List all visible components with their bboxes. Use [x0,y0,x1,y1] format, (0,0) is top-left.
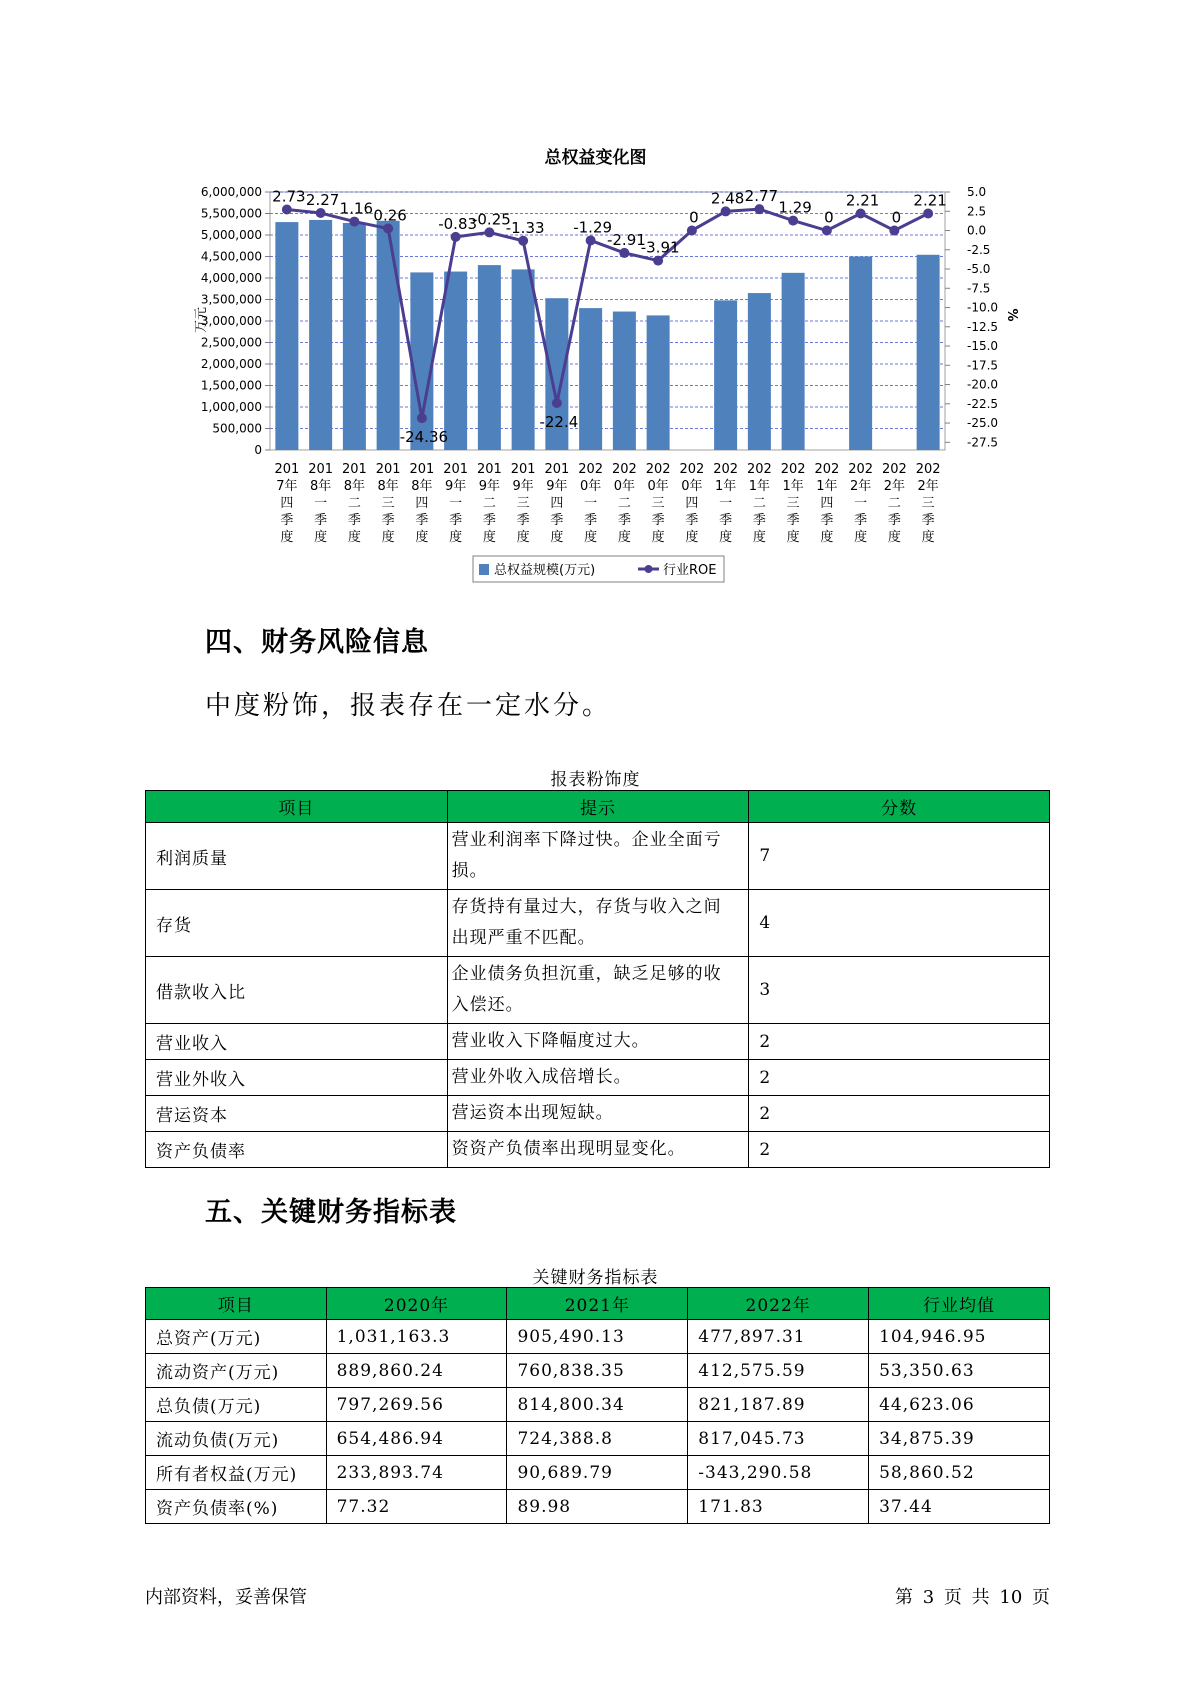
value-cell: 814,800.34 [507,1388,688,1422]
roe-data-label: 0 [891,208,902,227]
table-row [146,1096,1050,1132]
table-header-row [146,791,1050,823]
bar [849,257,872,451]
y-left-tick-label: 500,000 [212,421,262,436]
y-left-tick-label: 3,000,000 [200,314,262,328]
bar [714,300,737,450]
item-cell: 借款收入比 [146,957,448,1024]
roe-data-label: -0.83 [438,214,478,233]
roe-data-label: 2.21 [845,191,880,210]
value-cell: 90,689.79 [507,1456,688,1490]
y-right-tick-label: 2.5 [967,204,987,219]
roe-data-label: 2.48 [710,189,745,208]
roe-data-label: 2.21 [913,191,947,210]
table-row [146,1354,1050,1388]
roe-data-label: -0.25 [471,210,511,229]
y-left-tick-label: 5,000,000 [200,228,262,242]
roe-point [889,226,899,236]
table-row [146,1490,1050,1524]
header-cell: 分数 [749,791,1050,823]
y-right-tick-label: 5.0 [967,185,987,199]
x-tick-label: 202 2年一季度 [848,462,874,545]
header-cell: 2022年 [688,1288,869,1320]
risk-table-caption: 报表粉饰度 [550,770,641,790]
bar [410,272,433,450]
roe-data-label: 0 [689,208,699,227]
roe-point [586,235,596,245]
header-cell: 行业均值 [869,1288,1050,1320]
y-left-tick-label: 2,000,000 [200,357,262,371]
y-right-tick-label: -12.5 [967,319,999,334]
header-cell: 项目 [146,1288,327,1320]
x-tick-label: 202 2年二季度 [881,462,907,545]
y-right-tick-label: -22.5 [967,396,999,411]
item-cell: 资产负债率(%) [146,1490,327,1524]
x-tick-label: 201 7年四季度 [274,462,300,545]
tip-cell: 营运资本出现短缺。 [447,1096,749,1132]
x-tick-label: 202 0年三季度 [645,462,671,545]
y-left-tick-label: 1,500,000 [200,378,262,393]
y-right-tick-label: -20.0 [967,377,999,392]
bar [647,315,670,450]
item-cell: 存货 [146,890,448,957]
value-cell: 817,045.73 [688,1422,869,1456]
value-cell: 889,860.24 [326,1354,507,1388]
item-cell: 利润质量 [146,823,448,890]
value-cell: 89.98 [507,1490,688,1524]
y-right-axis-title: % [1004,308,1019,322]
value-cell: 37.44 [869,1490,1050,1524]
bar [579,308,602,450]
kpi-table [145,1287,1050,1524]
roe-point [451,232,461,242]
bar [309,220,332,450]
roe-point [349,217,359,227]
x-tick-label: 202 1年二季度 [746,462,772,545]
risk-summary: 中度粉饰，报表存在一定水分。 [205,691,612,721]
header-cell: 2020年 [326,1288,507,1320]
table-row [146,957,1050,1024]
bar [512,269,535,450]
y-left-tick-label: 6,000,000 [200,185,262,199]
value-cell: 724,388.8 [507,1422,688,1456]
value-cell: 233,893.74 [326,1456,507,1490]
x-tick-label: 202 0年二季度 [611,462,637,545]
roe-point [754,204,764,214]
roe-point [383,224,393,234]
value-cell: 77.32 [326,1490,507,1524]
table-row [146,1060,1050,1096]
chart-title: 总权益变化图 [544,148,647,168]
score-cell: 7 [749,823,1050,890]
score-cell: 2 [749,1132,1050,1168]
legend-label: 总权益规模(万元) [494,563,596,578]
roe-point [923,208,933,218]
value-cell: 760,838.35 [507,1354,688,1388]
tip-cell: 企业债务负担沉重，缺乏足够的收入偿还。 [447,957,749,1024]
item-cell: 营业外收入 [146,1060,448,1096]
x-tick-label: 201 8年四季度 [409,462,435,545]
item-cell: 营运资本 [146,1096,448,1132]
tip-cell: 存货持有量过大，存货与收入之间出现严重不匹配。 [447,890,749,957]
roe-point [856,208,866,218]
roe-point [417,413,427,423]
roe-point [653,256,663,266]
y-right-tick-label: 0.0 [967,223,987,238]
bar [444,272,467,450]
value-cell: 1,031,163.3 [326,1320,507,1354]
y-right-tick-label: -17.5 [967,358,999,373]
roe-data-label: -24.36 [399,428,449,447]
roe-point [619,248,629,258]
roe-point [552,398,562,408]
item-cell: 资产负债率 [146,1132,448,1168]
table-row [146,1320,1050,1354]
bar [782,273,805,450]
table-row [146,1132,1050,1168]
y-left-tick-label: 1,000,000 [200,400,262,414]
roe-data-label: -1.33 [505,218,545,237]
value-cell: 34,875.39 [869,1422,1050,1456]
bar [275,222,298,450]
section4-title: 四、财务风险信息 [205,627,429,658]
x-tick-label: 202 2年三季度 [915,462,941,545]
y-left-tick-label: 2,500,000 [200,335,262,350]
value-cell: 412,575.59 [688,1354,869,1388]
y-right-tick-label: -10.0 [967,300,999,315]
x-tick-label: 202 1年三季度 [780,462,806,545]
item-cell: 营业收入 [146,1024,448,1060]
roe-data-label: 1.29 [778,198,812,217]
tip-cell: 资资产负债率出现明显变化。 [447,1132,749,1168]
roe-point [822,226,832,236]
roe-data-label: -1.29 [573,218,613,237]
table-row [146,1388,1050,1422]
score-cell: 3 [749,957,1050,1024]
header-cell: 项目 [146,791,448,823]
table-row [146,1422,1050,1456]
table-header-row [146,1288,1050,1320]
item-cell: 总负债(万元) [146,1388,327,1422]
table-row [146,1456,1050,1490]
roe-data-label: 1.16 [339,199,374,218]
value-cell: 477,897.31 [688,1320,869,1354]
value-cell: 654,486.94 [326,1422,507,1456]
y-right-tick-label: -5.0 [967,262,991,277]
roe-data-label: 2.77 [744,187,779,206]
score-cell: 4 [749,890,1050,957]
equity-chart [0,130,1191,600]
roe-data-label: 2.73 [272,187,306,206]
tip-cell: 营业外收入成倍增长。 [447,1060,749,1096]
roe-point [316,208,326,218]
x-tick-label: 201 8年一季度 [308,462,334,545]
x-tick-label: 201 9年二季度 [476,462,502,545]
value-cell: 797,269.56 [326,1388,507,1422]
y-right-tick-label: -25.0 [967,416,999,431]
roe-data-label: -22.4 [539,413,579,432]
tip-cell: 营业收入下降幅度过大。 [447,1024,749,1060]
x-tick-label: 201 9年三季度 [510,462,536,545]
x-tick-label: 201 8年二季度 [341,462,367,545]
y-left-tick-label: 3,500,000 [200,292,262,307]
y-right-tick-label: -2.5 [967,242,991,257]
table-row [146,1024,1050,1060]
table-row [146,823,1050,890]
item-cell: 所有者权益(万元) [146,1456,327,1490]
roe-data-label: -2.91 [606,230,646,249]
item-cell: 流动负债(万元) [146,1422,327,1456]
y-left-tick-label: 5,500,000 [200,206,262,221]
roe-point [518,236,528,246]
risk-table [145,790,1050,1168]
score-cell: 2 [749,1024,1050,1060]
roe-data-label: 0.26 [373,206,407,225]
header-cell: 2021年 [507,1288,688,1320]
y-left-tick-label: 4,000,000 [200,271,262,285]
roe-data-label: 2.27 [305,191,340,210]
x-tick-label: 201 8年三季度 [375,462,401,545]
item-cell: 总资产(万元) [146,1320,327,1354]
y-right-tick-label: -7.5 [967,281,991,296]
x-tick-label: 202 1年四季度 [814,462,840,545]
x-tick-label: 201 9年四季度 [544,462,570,545]
roe-data-label: -3.91 [640,238,680,257]
item-cell: 流动资产(万元) [146,1354,327,1388]
section5-title: 五、关键财务指标表 [205,1197,457,1228]
bar [343,223,366,450]
bar [748,293,771,450]
legend-bar-swatch [479,564,489,575]
x-tick-label: 201 9年一季度 [443,462,469,545]
value-cell: 171.83 [688,1490,869,1524]
page-number: 第 3 页 共 10 页 [895,1587,1050,1608]
bar [613,312,636,450]
roe-data-label: 0 [824,208,834,227]
kpi-table-caption: 关键财务指标表 [532,1268,659,1288]
legend-line-marker [645,565,653,573]
roe-point [687,226,697,236]
roe-point [484,227,494,237]
y-right-tick-label: -15.0 [967,339,999,354]
value-cell: 821,187.89 [688,1388,869,1422]
bar [377,221,400,450]
score-cell: 2 [749,1060,1050,1096]
bar [478,265,501,450]
roe-point [282,204,292,214]
roe-point [788,216,798,226]
y-left-tick-label: 4,500,000 [200,249,262,264]
y-left-tick-label: 0 [254,443,262,457]
header-cell: 提示 [447,791,749,823]
roe-point [721,206,731,216]
value-cell: 905,490.13 [507,1320,688,1354]
y-right-tick-label: -27.5 [967,435,999,450]
table-row [146,890,1050,957]
x-tick-label: 202 0年四季度 [679,462,705,545]
footer-confidential: 内部资料，妥善保管 [145,1587,307,1608]
value-cell: -343,290.58 [688,1456,869,1490]
y-left-axis-title: 万元 [194,306,209,334]
x-tick-label: 202 1年一季度 [713,462,739,545]
value-cell: 53,350.63 [869,1354,1050,1388]
value-cell: 104,946.95 [869,1320,1050,1354]
x-tick-label: 202 0年一季度 [578,462,604,545]
legend-label: 行业ROE [663,563,717,578]
tip-cell: 营业利润率下降过快。企业全面亏损。 [447,823,749,890]
score-cell: 2 [749,1096,1050,1132]
bar [917,255,940,450]
value-cell: 44,623.06 [869,1388,1050,1422]
value-cell: 58,860.52 [869,1456,1050,1490]
